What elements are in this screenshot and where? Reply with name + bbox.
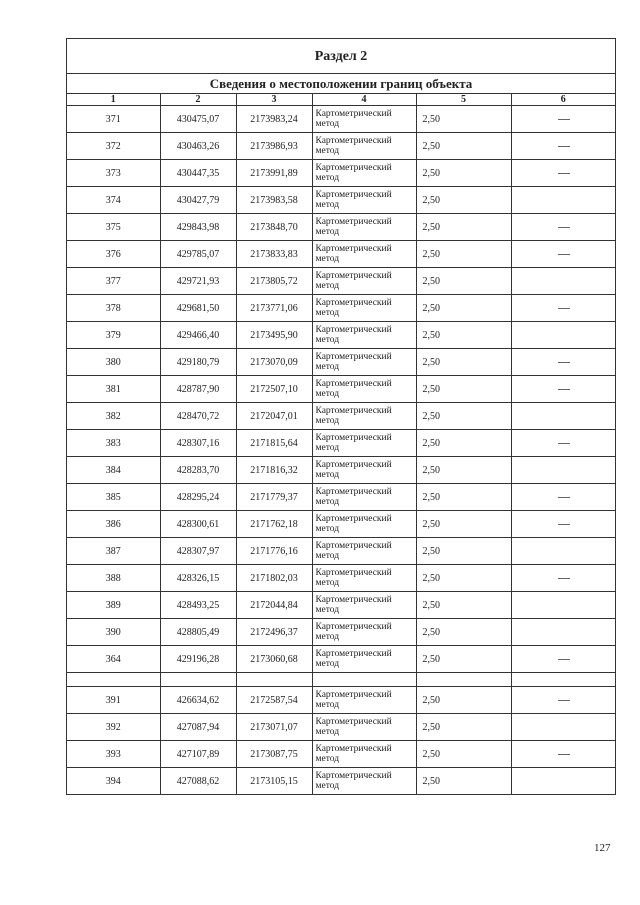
x-coordinate-cell: 430427,79 [160,187,236,214]
x-coordinate-cell: 429180,79 [160,349,236,376]
method-cell: Картометрический метод [312,214,416,241]
table-row [67,376,615,403]
y-coordinate-cell: 2173771,06 [236,295,312,322]
accuracy-cell: 2,50 [416,768,511,795]
table-row [67,484,615,511]
table-row [67,538,615,565]
point-number-cell: 377 [67,268,160,295]
x-coordinate-cell: 427107,89 [160,741,236,768]
method-cell: Картометрический метод [312,349,416,376]
dash-mark [558,227,570,228]
description-cell [511,403,615,430]
y-coordinate-cell: 2172507,10 [236,376,312,403]
accuracy-cell: 2,50 [416,457,511,484]
table-row [67,295,615,322]
method-cell: Картометрический метод [312,592,416,619]
table-row [67,511,615,538]
x-coordinate-cell: 426634,62 [160,687,236,714]
table-row [67,133,615,160]
table-row [67,768,615,795]
table-row [67,187,615,214]
point-number-cell: 384 [67,457,160,484]
table-row [67,714,615,741]
accuracy-cell: 2,50 [416,741,511,768]
point-number-cell: 374 [67,187,160,214]
accuracy-cell: 2,50 [416,592,511,619]
column-header: 2 [160,94,236,106]
accuracy-cell: 2,50 [416,322,511,349]
description-cell [511,538,615,565]
point-number-cell: 372 [67,133,160,160]
point-number-cell: 390 [67,619,160,646]
table-row [67,160,615,187]
description-cell [511,714,615,741]
accuracy-cell: 2,50 [416,714,511,741]
accuracy-cell: 2,50 [416,484,511,511]
point-number-cell: 393 [67,741,160,768]
description-cell [511,484,615,511]
column-header: 4 [312,94,416,106]
description-cell [511,268,615,295]
dash-mark [558,754,570,755]
dash-mark [558,254,570,255]
y-coordinate-cell: 2173983,58 [236,187,312,214]
point-number-cell: 394 [67,768,160,795]
y-coordinate-cell: 2173991,89 [236,160,312,187]
empty-cell [67,673,160,687]
method-cell: Картометрический метод [312,565,416,592]
x-coordinate-cell: 428493,25 [160,592,236,619]
accuracy-cell: 2,50 [416,403,511,430]
x-coordinate-cell: 427088,62 [160,768,236,795]
method-cell: Картометрический метод [312,160,416,187]
y-coordinate-cell: 2173983,24 [236,106,312,133]
empty-cell [236,673,312,687]
x-coordinate-cell: 429196,28 [160,646,236,673]
method-cell: Картометрический метод [312,768,416,795]
description-cell [511,214,615,241]
x-coordinate-cell: 430463,26 [160,133,236,160]
point-number-cell: 380 [67,349,160,376]
accuracy-cell: 2,50 [416,187,511,214]
y-coordinate-cell: 2173070,09 [236,349,312,376]
accuracy-cell: 2,50 [416,687,511,714]
table-row [67,106,615,133]
point-number-cell: 388 [67,565,160,592]
x-coordinate-cell: 429466,40 [160,322,236,349]
point-number-cell: 383 [67,430,160,457]
y-coordinate-cell: 2172044,84 [236,592,312,619]
table-row [67,741,615,768]
point-number-cell: 387 [67,538,160,565]
x-coordinate-cell: 429681,50 [160,295,236,322]
method-cell: Картометрический метод [312,741,416,768]
table-row [67,619,615,646]
accuracy-cell: 2,50 [416,619,511,646]
x-coordinate-cell: 430447,35 [160,160,236,187]
x-coordinate-cell: 430475,07 [160,106,236,133]
header-row [67,94,615,106]
empty-cell [312,673,416,687]
y-coordinate-cell: 2171776,16 [236,538,312,565]
method-cell: Картометрический метод [312,376,416,403]
table-row [67,430,615,457]
dash-mark [558,173,570,174]
y-coordinate-cell: 2172587,54 [236,687,312,714]
point-number-cell: 385 [67,484,160,511]
dash-mark [558,578,570,579]
accuracy-cell: 2,50 [416,349,511,376]
dash-mark [558,700,570,701]
point-number-cell: 389 [67,592,160,619]
x-coordinate-cell: 428307,97 [160,538,236,565]
point-number-cell: 373 [67,160,160,187]
dash-mark [558,308,570,309]
table-row [67,646,615,673]
point-number-cell: 391 [67,687,160,714]
description-cell [511,565,615,592]
y-coordinate-cell: 2171816,32 [236,457,312,484]
y-coordinate-cell: 2171762,18 [236,511,312,538]
method-cell: Картометрический метод [312,403,416,430]
point-number-cell: 375 [67,214,160,241]
method-cell: Картометрический метод [312,295,416,322]
method-cell: Картометрический метод [312,322,416,349]
point-number-cell: 371 [67,106,160,133]
dash-mark [558,362,570,363]
method-cell: Картометрический метод [312,619,416,646]
table-row [67,687,615,714]
point-number-cell: 378 [67,295,160,322]
table-row [67,565,615,592]
accuracy-cell: 2,50 [416,646,511,673]
method-cell: Картометрический метод [312,268,416,295]
empty-cell [160,673,236,687]
method-cell: Картометрический метод [312,687,416,714]
accuracy-cell: 2,50 [416,160,511,187]
x-coordinate-cell: 428283,70 [160,457,236,484]
x-coordinate-cell: 429843,98 [160,214,236,241]
method-cell: Картометрический метод [312,538,416,565]
x-coordinate-cell: 428470,72 [160,403,236,430]
method-cell: Картометрический метод [312,430,416,457]
table-row [67,241,615,268]
y-coordinate-cell: 2173105,15 [236,768,312,795]
point-number-cell: 392 [67,714,160,741]
x-coordinate-cell: 428787,90 [160,376,236,403]
table-row [67,403,615,430]
accuracy-cell: 2,50 [416,295,511,322]
x-coordinate-cell: 427087,94 [160,714,236,741]
accuracy-cell: 2,50 [416,565,511,592]
description-cell [511,295,615,322]
dash-mark [558,497,570,498]
description-cell [511,430,615,457]
y-coordinate-cell: 2173805,72 [236,268,312,295]
accuracy-cell: 2,50 [416,430,511,457]
y-coordinate-cell: 2173087,75 [236,741,312,768]
y-coordinate-cell: 2173833,83 [236,241,312,268]
y-coordinate-cell: 2173848,70 [236,214,312,241]
y-coordinate-cell: 2172496,37 [236,619,312,646]
point-number-cell: 381 [67,376,160,403]
description-cell [511,160,615,187]
x-coordinate-cell: 428307,16 [160,430,236,457]
description-cell [511,133,615,160]
method-cell: Картометрический метод [312,714,416,741]
empty-cell [416,673,511,687]
empty-cell [511,673,615,687]
description-cell [511,187,615,214]
table-row [67,268,615,295]
x-coordinate-cell: 428326,15 [160,565,236,592]
point-number-cell: 364 [67,646,160,673]
boundary-table [67,94,615,795]
dash-mark [558,659,570,660]
table-row [67,349,615,376]
description-cell [511,376,615,403]
y-coordinate-cell: 2171802,03 [236,565,312,592]
accuracy-cell: 2,50 [416,241,511,268]
dash-mark [558,443,570,444]
y-coordinate-cell: 2173495,90 [236,322,312,349]
dash-mark [558,389,570,390]
accuracy-cell: 2,50 [416,538,511,565]
y-coordinate-cell: 2171815,64 [236,430,312,457]
method-cell: Картометрический метод [312,457,416,484]
method-cell: Картометрический метод [312,484,416,511]
accuracy-cell: 2,50 [416,214,511,241]
table-row [67,322,615,349]
description-cell [511,768,615,795]
y-coordinate-cell: 2173071,07 [236,714,312,741]
point-number-cell: 379 [67,322,160,349]
x-coordinate-cell: 428805,49 [160,619,236,646]
method-cell: Картометрический метод [312,106,416,133]
method-cell: Картометрический метод [312,511,416,538]
description-cell [511,646,615,673]
description-cell [511,457,615,484]
dash-mark [558,524,570,525]
accuracy-cell: 2,50 [416,376,511,403]
accuracy-cell: 2,50 [416,106,511,133]
description-cell [511,619,615,646]
description-cell [511,349,615,376]
column-header: 5 [416,94,511,106]
point-number-cell: 382 [67,403,160,430]
column-header: 3 [236,94,312,106]
table-row [67,214,615,241]
accuracy-cell: 2,50 [416,511,511,538]
description-cell [511,241,615,268]
x-coordinate-cell: 428300,61 [160,511,236,538]
section-title: Раздел 2 [67,39,615,74]
method-cell: Картометрический метод [312,646,416,673]
description-cell [511,687,615,714]
x-coordinate-cell: 429721,93 [160,268,236,295]
method-cell: Картометрический метод [312,187,416,214]
dash-mark [558,146,570,147]
x-coordinate-cell: 428295,24 [160,484,236,511]
blank-row [67,673,615,687]
page-number: 127 [594,842,611,854]
accuracy-cell: 2,50 [416,268,511,295]
accuracy-cell: 2,50 [416,133,511,160]
x-coordinate-cell: 429785,07 [160,241,236,268]
table-row [67,457,615,484]
method-cell: Картометрический метод [312,133,416,160]
section-frame [66,38,616,795]
table-row [67,592,615,619]
y-coordinate-cell: 2173986,93 [236,133,312,160]
dash-mark [558,119,570,120]
column-header: 1 [67,94,160,106]
description-cell [511,592,615,619]
y-coordinate-cell: 2171779,37 [236,484,312,511]
description-cell [511,322,615,349]
description-cell [511,106,615,133]
column-header: 6 [511,94,615,106]
y-coordinate-cell: 2172047,01 [236,403,312,430]
description-cell [511,741,615,768]
section-subtitle: Сведения о местоположении границ объекта [67,74,615,94]
point-number-cell: 376 [67,241,160,268]
y-coordinate-cell: 2173060,68 [236,646,312,673]
method-cell: Картометрический метод [312,241,416,268]
description-cell [511,511,615,538]
point-number-cell: 386 [67,511,160,538]
